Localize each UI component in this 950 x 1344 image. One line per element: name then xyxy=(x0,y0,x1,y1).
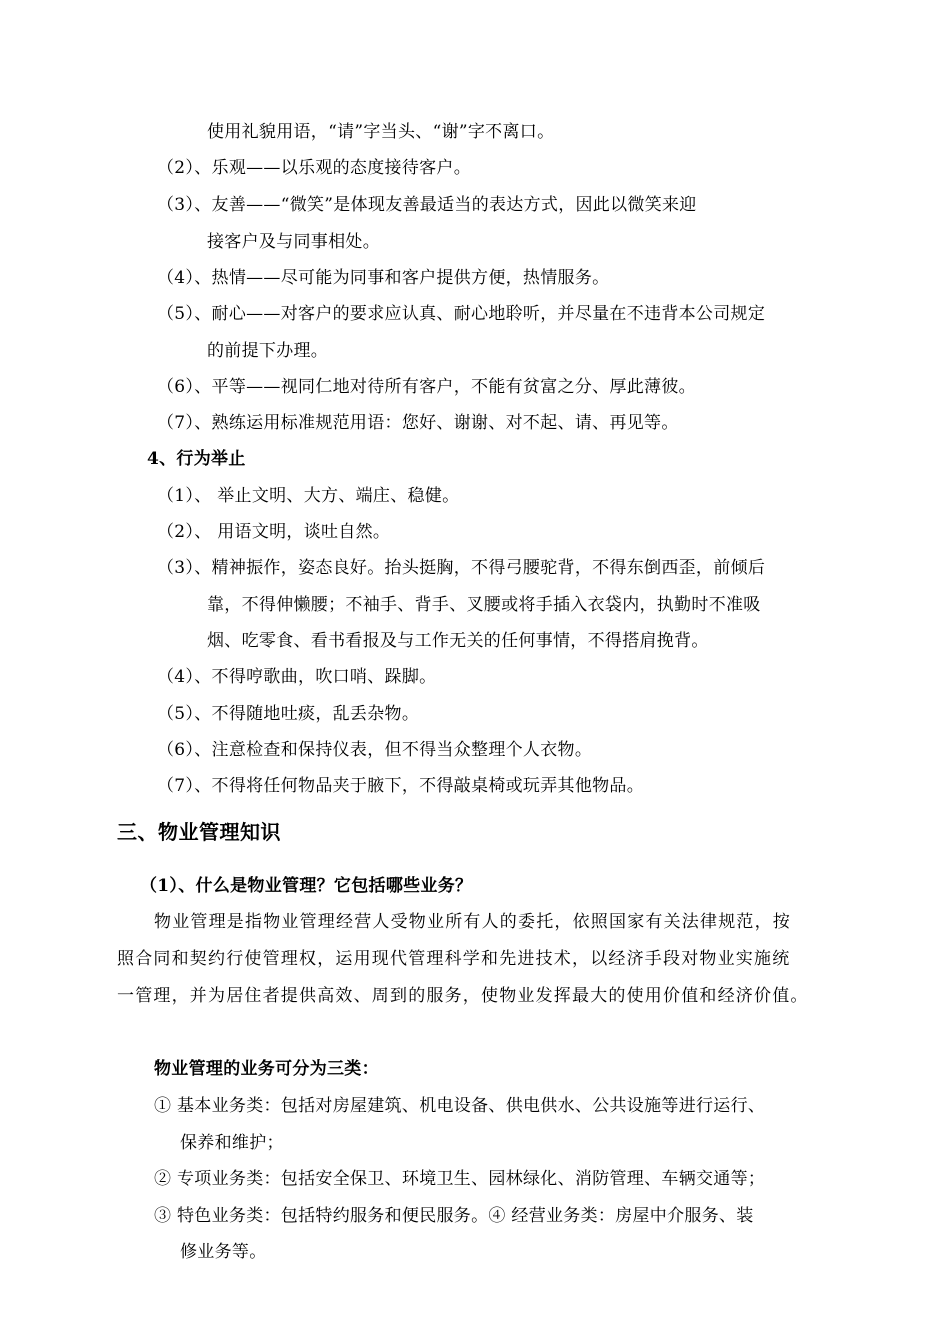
list-item-continuation: 的前提下办理。 xyxy=(207,341,329,361)
type-item-continuation: 修业务等。 xyxy=(180,1242,267,1262)
list-item-you-shan: （3）、友善——“微笑”是体现友善最适当的表达方式，因此以微笑来迎 xyxy=(157,195,697,215)
list-item-re-qing: （4）、热情——尽可能为同事和客户提供方便，热情服务。 xyxy=(157,268,610,288)
text-line: 使用礼貌用语，“请”字当头、“谢”字不离口。 xyxy=(207,122,555,142)
paragraph-line: 物业管理是指物业管理经营人受物业所有人的委托，依照国家有关法律规范，按 xyxy=(154,912,791,932)
list-item-continuation: 靠，不得伸懒腰；不袖手、背手、叉腰或将手插入衣袋内，执勤时不准吸 xyxy=(207,595,761,615)
section-title: 三、物业管理知识 xyxy=(117,820,281,844)
list-item-ju-zhi: （1）、 举止文明、大方、端庄、稳健。 xyxy=(157,486,460,506)
list-item-yong-yu: （7）、熟练运用标准规范用语：您好、谢谢、对不起、请、再见等。 xyxy=(157,413,679,433)
list-item-ping-deng: （6）、平等——视同仁地对待所有客户，不能有贫富之分、厚此薄彼。 xyxy=(157,377,696,397)
list-item-nai-xin: （5）、耐心——对客户的要求应认真、耐心地聆听，并尽量在不违背本公司规定 xyxy=(157,304,766,324)
types-heading: 物业管理的业务可分为三类： xyxy=(154,1059,379,1079)
subsection-heading: 4、行为举止 xyxy=(147,449,246,469)
type-item-continuation: 保养和维护； xyxy=(180,1133,284,1153)
paragraph-line: 照合同和契约行使管理权，运用现代管理科学和先进技术，以经济手段对物业实施统 xyxy=(117,949,791,969)
list-item-continuation: 烟、吃零食、看书看报及与工作无关的任何事情，不得搭肩挽背。 xyxy=(207,631,709,651)
question-heading: （1）、什么是物业管理？它包括哪些业务？ xyxy=(140,876,473,896)
list-item-jing-shen: （3）、精神振作，姿态良好。抬头挺胸，不得弓腰驼背，不得东倒西歪，前倾后 xyxy=(157,558,766,578)
type-item-basic: ① 基本业务类：包括对房屋建筑、机电设备、供电供水、公共设施等进行运行、 xyxy=(154,1096,766,1116)
paragraph-line: 一管理，并为居住者提供高效、周到的服务，使物业发挥最大的使用价值和经济价值。 xyxy=(117,986,809,1006)
list-item-continuation: 接客户及与同事相处。 xyxy=(207,232,380,252)
list-item-tu-tan: （5）、不得随地吐痰，乱丢杂物。 xyxy=(157,704,420,724)
list-item-ye-xia: （7）、不得将任何物品夹于腋下，不得敲桌椅或玩弄其他物品。 xyxy=(157,776,645,796)
list-item-yong-yu-wen-ming: （2）、 用语文明，谈吐自然。 xyxy=(157,522,391,542)
list-item-heng-ge: （4）、不得哼歌曲，吹口哨、跺脚。 xyxy=(157,667,437,687)
list-item-le-guan: （2）、乐观——以乐观的态度接待客户。 xyxy=(157,158,472,178)
list-item-yi-biao: （6）、注意检查和保持仪表，但不得当众整理个人衣物。 xyxy=(157,740,593,760)
type-item-special: ② 专项业务类：包括安全保卫、环境卫生、园林绿化、消防管理、车辆交通等； xyxy=(154,1169,766,1189)
type-item-featured: ③ 特色业务类：包括特约服务和便民服务。④ 经营业务类：房屋中介服务、装 xyxy=(154,1206,754,1226)
